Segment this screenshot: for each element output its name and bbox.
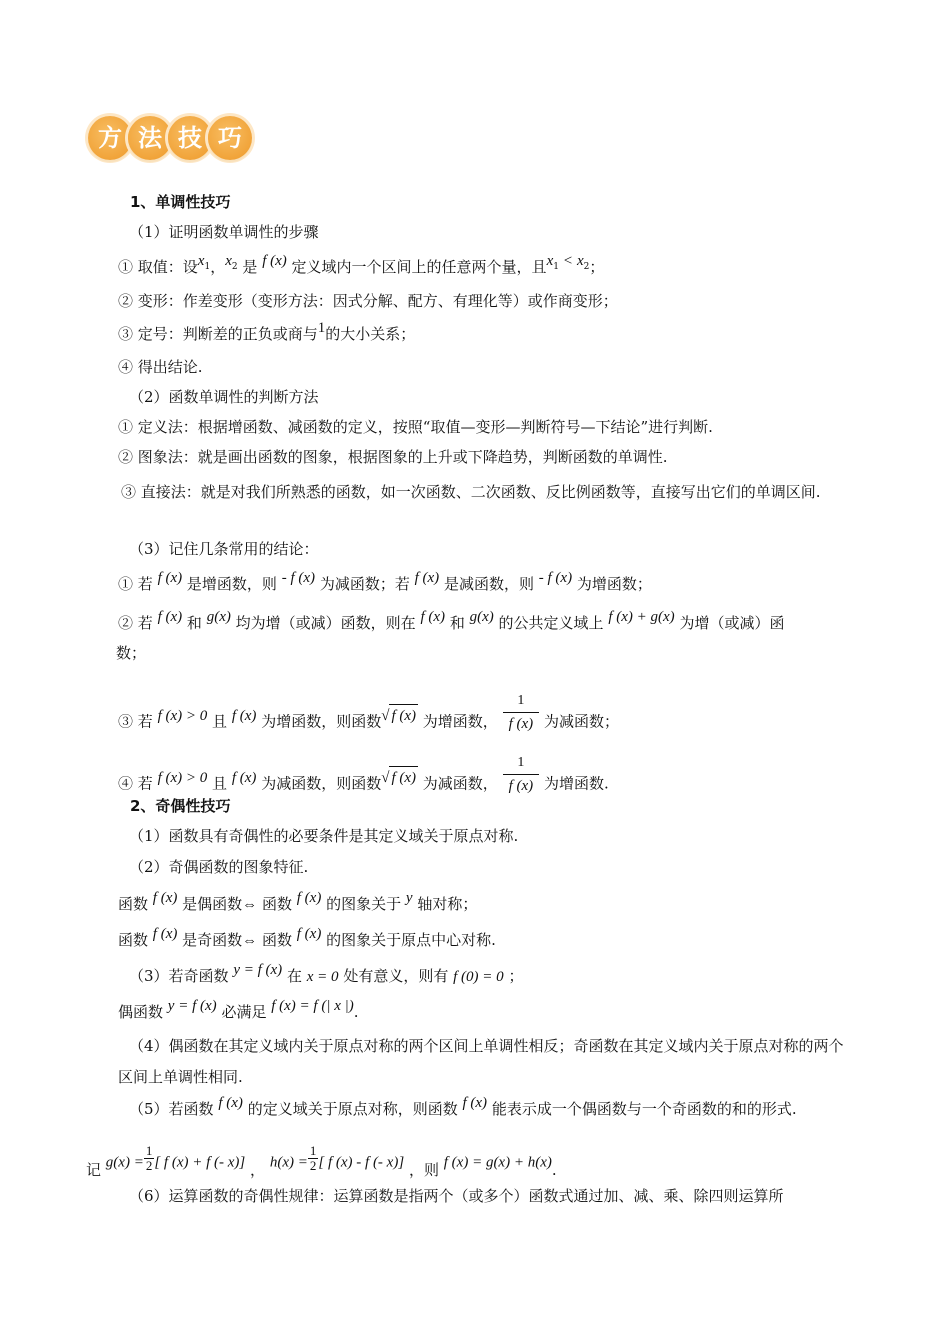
conclusion-4: ④ 若 f (x) > 0 且 f (x) 为减函数，则函数√ f (x) 为减函数， $\frac{1}{f (x)}$ 为增函数.	[118, 762, 609, 807]
conclusion-2: ② 若 f (x) 和 g(x) 均为增（或减）函数，则在 f (x) 和 g(x) 的公共定义域上 f (x) + g(x) 为增（或减）函	[118, 609, 785, 632]
badge-char-4: 巧	[208, 116, 252, 160]
heading-monotonicity: 1、单调性技巧	[130, 193, 231, 211]
badge-char-2: 法	[128, 116, 172, 160]
subheading-judgement-methods: （2）函数单调性的判断方法	[129, 388, 319, 406]
fraction-reciprocal-2: $\frac{1}{f (x)}$	[503, 752, 540, 797]
fraction-reciprocal: $\frac{1}{f (x)}$	[503, 690, 540, 735]
badge-char-3: 技	[168, 116, 212, 160]
heading-parity: 2、奇偶性技巧	[130, 797, 231, 815]
parity-graph-features: （2）奇偶函数的图象特征.	[129, 858, 309, 876]
subheading-proof-steps: （1）证明函数单调性的步骤	[129, 223, 319, 241]
decomposition-statement: （5）若函数 f (x) 的定义域关于原点对称，则函数 f (x) 能表示成一个偶函数与一个奇函数的和的形式.	[129, 1095, 797, 1118]
section-badge-method-tips	[88, 116, 248, 160]
odd-function-criterion: 函数 f (x) 是奇函数⇔ 函数 f (x) 的图象关于原点中心对称.	[118, 926, 496, 949]
method-graph: ② 图象法：就是画出函数的图象，根据图象的上升或下降趋势，判断函数的单调性.	[118, 448, 668, 466]
method-definition: ① 定义法：根据增函数、减函数的定义，按照“取值—变形—判断符号—下结论”进行判断.	[118, 418, 713, 436]
step-conclusion: ④ 得出结论.	[118, 358, 203, 376]
conclusion-1: ① 若 f (x) 是增函数，则 - f (x) 为减函数；若 f (x) 是减函数，则 - f (x) 为增函数；	[118, 570, 652, 593]
even-function-criterion: 函数 f (x) 是偶函数⇔ 函数 f (x) 的图象关于 y 轴对称；	[118, 890, 478, 913]
odd-function-at-zero: （3）若奇函数 y = f (x) 在 x = 0 处有意义，则有 f (0) = 0 ；	[129, 962, 524, 985]
subheading-common-conclusions: （3）记住几条常用的结论：	[129, 540, 319, 558]
operation-function-parity: （6）运算函数的奇偶性规律：运算函数是指两个（或多个）函数式通过加、减、乘、除四则运算所	[129, 1187, 784, 1205]
parity-monotonicity-relation: （4）偶函数在其定义域内关于原点对称的两个区间上单调性相反；奇函数在其定义域内关于原点对称的两个区间上单调性相同.	[118, 1037, 844, 1086]
step-determine-sign: ③ 定号：判断差的正负或商与1的大小关系；	[118, 320, 416, 343]
method-direct: ③ 直接法：就是对我们所熟悉的函数，如一次函数、二次函数、反比例函数等，直接写出它们的单调区间.	[121, 483, 821, 501]
badge-char-1: 方	[88, 116, 132, 160]
decomposition-formula: 记 g(x) = $\frac{1}{2}$ [ f (x) + f (- x)] ， h(x) = $\frac{1}{2}$ [ f (x) - f (- x)] ，则 f (x) = g(x) + h(x).	[86, 1143, 557, 1179]
even-function-abs: 偶函数 y = f (x) 必满足 f (x) = f (| x |).	[118, 998, 359, 1021]
conclusion-3: ③ 若 f (x) > 0 且 f (x) 为增函数，则函数√ f (x) 为增函数， $\frac{1}{f (x)}$ 为减函数；	[118, 700, 619, 745]
parity-necessary-condition: （1）函数具有奇偶性的必要条件是其定义域关于原点对称.	[129, 827, 519, 845]
step-transform: ② 变形：作差变形（变形方法：因式分解、配方、有理化等）或作商变形；	[118, 292, 618, 310]
conclusion-2-tail: 数；	[116, 644, 147, 662]
step-take-values: ① 取值：设$x_1$，$x_2$ 是 f (x) 定义域内一个区间上的任意两个量，且$x_1 < x_2$；	[118, 253, 605, 276]
